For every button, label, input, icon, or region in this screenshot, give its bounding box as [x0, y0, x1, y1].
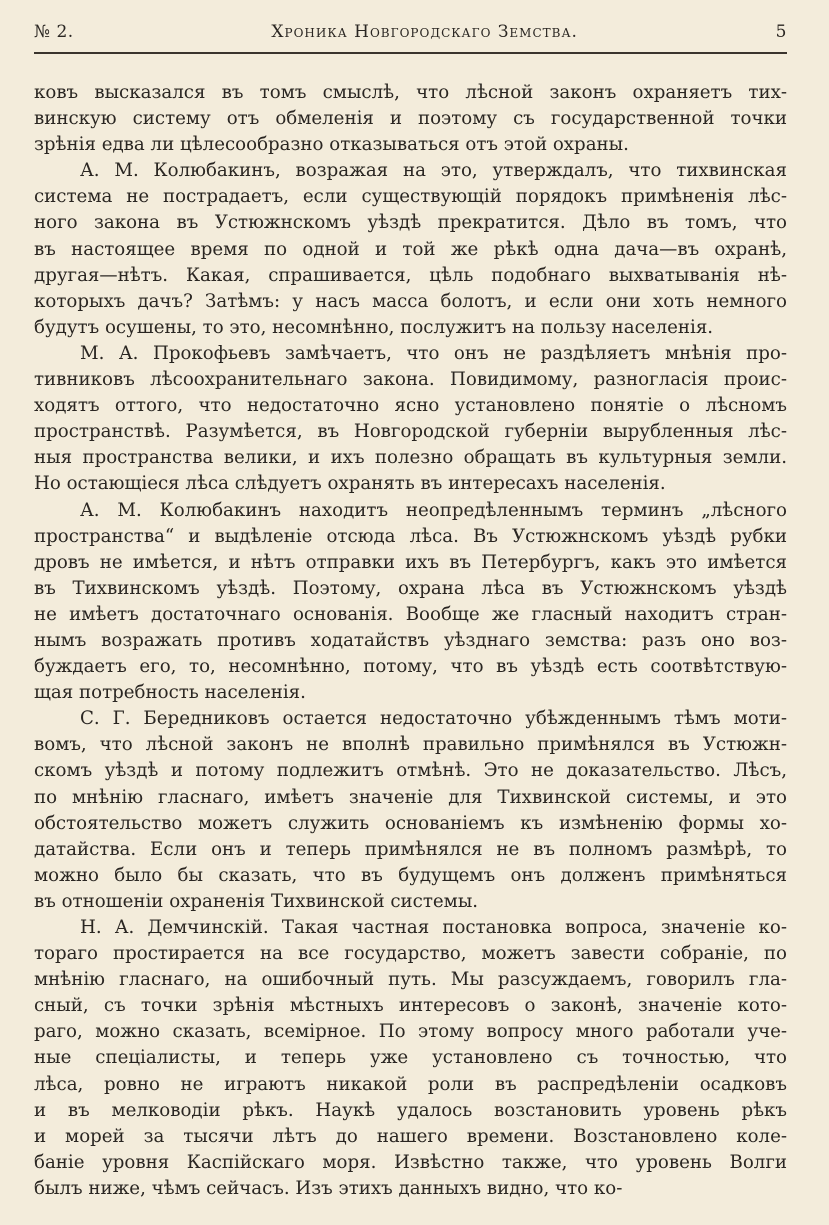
paragraph	[34, 915, 787, 1202]
text-line: скомъ уѣздѣ и потому подлежитъ отмѣнѣ. Это не доказательство. Лѣсъ,	[34, 760, 787, 782]
header-rule	[34, 52, 787, 54]
paragraph	[34, 80, 787, 158]
text-line: въ отношеніи охраненія Тихвинской системы.	[34, 890, 479, 912]
text-line: по мнѣнію гласнаго, имѣетъ значеніе для Тихвинской системы, и это	[34, 786, 787, 808]
text-line: въ Тихвинскомъ уѣздѣ. Поэтому, охрана лѣса въ Устюжнскомъ уѣздѣ	[34, 577, 787, 599]
paragraph	[34, 706, 787, 915]
text-line: можно было бы сказать, что въ будущемъ онъ долженъ примѣняться	[34, 864, 787, 886]
text-line: А. М. Колюбакинъ, возражая на это, утверждалъ, что тихвинская	[80, 160, 787, 182]
text-line: вомъ, что лѣсной законъ не вполнѣ правильно примѣнялся въ Устюжн-	[34, 734, 787, 756]
text-line: и въ мелководіи рѣкъ. Наукѣ удалось возстановить уровень рѣкъ	[34, 1099, 787, 1121]
text-line: нымъ возражать противъ ходатайствъ уѣзднаго земства: разъ оно воз-	[34, 629, 787, 651]
text-line: тивниковъ лѣсоохранительнаго закона. Повидимому, разногласія проис-	[34, 369, 787, 391]
issue-number: № 2.	[34, 22, 74, 42]
article-body	[34, 80, 787, 1202]
text-line: баніе уровня Каспійскаго моря. Извѣстно также, что уровень Волги	[34, 1151, 787, 1173]
text-line: С. Г. Бередниковъ остается недостаточно убѣжденнымъ тѣмъ моти-	[80, 708, 787, 730]
text-line: обстоятельство можетъ служить основаніемъ къ измѣненію формы хо-	[34, 812, 787, 834]
running-header	[34, 22, 787, 46]
text-line: Н. А. Демчинскій. Такая частная постановка вопроса, значеніе ко-	[80, 917, 787, 938]
text-line: винскую систему отъ обмеленія и поэтому съ государственной точки	[34, 108, 787, 130]
text-line: лѣса, ровно не играютъ никакой роли въ распредѣленіи осадковъ	[34, 1073, 787, 1095]
paragraph	[34, 498, 787, 707]
text-line: ного закона въ Устюжнскомъ уѣздѣ прекратится. Дѣло въ томъ, что	[34, 212, 787, 234]
text-line: буждаетъ его, то, несомнѣнно, потому, что въ уѣздѣ есть соотвѣтствую-	[34, 656, 787, 678]
text-line: зрѣнія едва ли цѣлесообразно отказываться отъ этой охраны.	[34, 134, 629, 156]
page-number: 5	[775, 22, 787, 42]
text-line: А. М. Колюбакинъ находитъ неопредѣленнымъ терминъ „лѣсного	[80, 499, 787, 521]
text-line: тораго простирается на все государство, можетъ завести собраніе, по	[34, 943, 787, 965]
paragraph	[34, 341, 787, 498]
text-line: Но остающіеся лѣса слѣдуетъ охранять въ интересахъ населенія.	[34, 473, 666, 495]
text-line: М. А. Прокофьевъ замѣчаетъ, что онъ не раздѣляетъ мнѣнія про-	[80, 342, 787, 364]
journal-title: Хроника Новгородскаго Земства.	[271, 22, 578, 42]
text-line: въ настоящее время по одной и той же рѣкѣ одна дача—въ охранѣ,	[34, 238, 787, 260]
text-line: датайства. Если онъ и теперь примѣнялся не въ полномъ размѣрѣ, то	[34, 838, 787, 860]
text-line: былъ ниже, чѣмъ сейчасъ. Изъ этихъ данныхъ видно, что ко-	[34, 1177, 623, 1199]
text-line: дровъ не имѣется, и нѣтъ отправки ихъ въ Петербургъ, какъ это имѣется	[34, 551, 787, 573]
text-line: система не пострадаетъ, если существующій порядокъ примѣненія лѣс-	[34, 186, 787, 208]
text-line: пространствѣ. Разумѣется, въ Новгородской губерніи вырубленныя лѣс-	[34, 421, 787, 443]
text-line: раго, можно сказать, всемірное. По этому вопросу много работали уче-	[34, 1021, 787, 1043]
text-line: не имѣетъ достаточнаго основанія. Вообще же гласный находитъ стран-	[34, 603, 787, 625]
text-line: ные спеціалисты, и теперь уже установлено съ точностью, что	[34, 1047, 787, 1069]
text-line: другая—нѣтъ. Какая, спрашивается, цѣль подобнаго выхватыванія нѣ-	[34, 264, 787, 286]
text-line: щая потребность населенія.	[34, 682, 306, 704]
text-line: ныя пространства велики, и ихъ полезно обращать въ культурныя земли.	[34, 447, 787, 469]
text-line: которыхъ дачъ? Затѣмъ: у насъ масса болотъ, и если они хоть немного	[34, 290, 787, 312]
text-line: пространства“ и выдѣленіе отсюда лѣса. Въ Устюжнскомъ уѣздѣ рубки	[34, 525, 787, 547]
text-line: и морей за тысячи лѣтъ до нашего времени. Возстановлено коле-	[34, 1125, 787, 1147]
text-line: мнѣнію гласнаго, на ошибочный путь. Мы разсуждаемъ, говорилъ гла-	[34, 969, 787, 991]
text-line: будутъ осушены, то это, несомнѣнно, послужитъ на пользу населенія.	[34, 316, 714, 338]
text-line: ходятъ оттого, что недостаточно ясно установлено понятіе о лѣсномъ	[34, 395, 787, 417]
text-line: ковъ высказался въ томъ смыслѣ, что лѣсной законъ охраняетъ тих-	[34, 82, 787, 103]
paragraph	[34, 158, 787, 341]
text-line: сный, съ точки зрѣнія мѣстныхъ интересовъ о законѣ, значеніе кото-	[34, 995, 787, 1017]
